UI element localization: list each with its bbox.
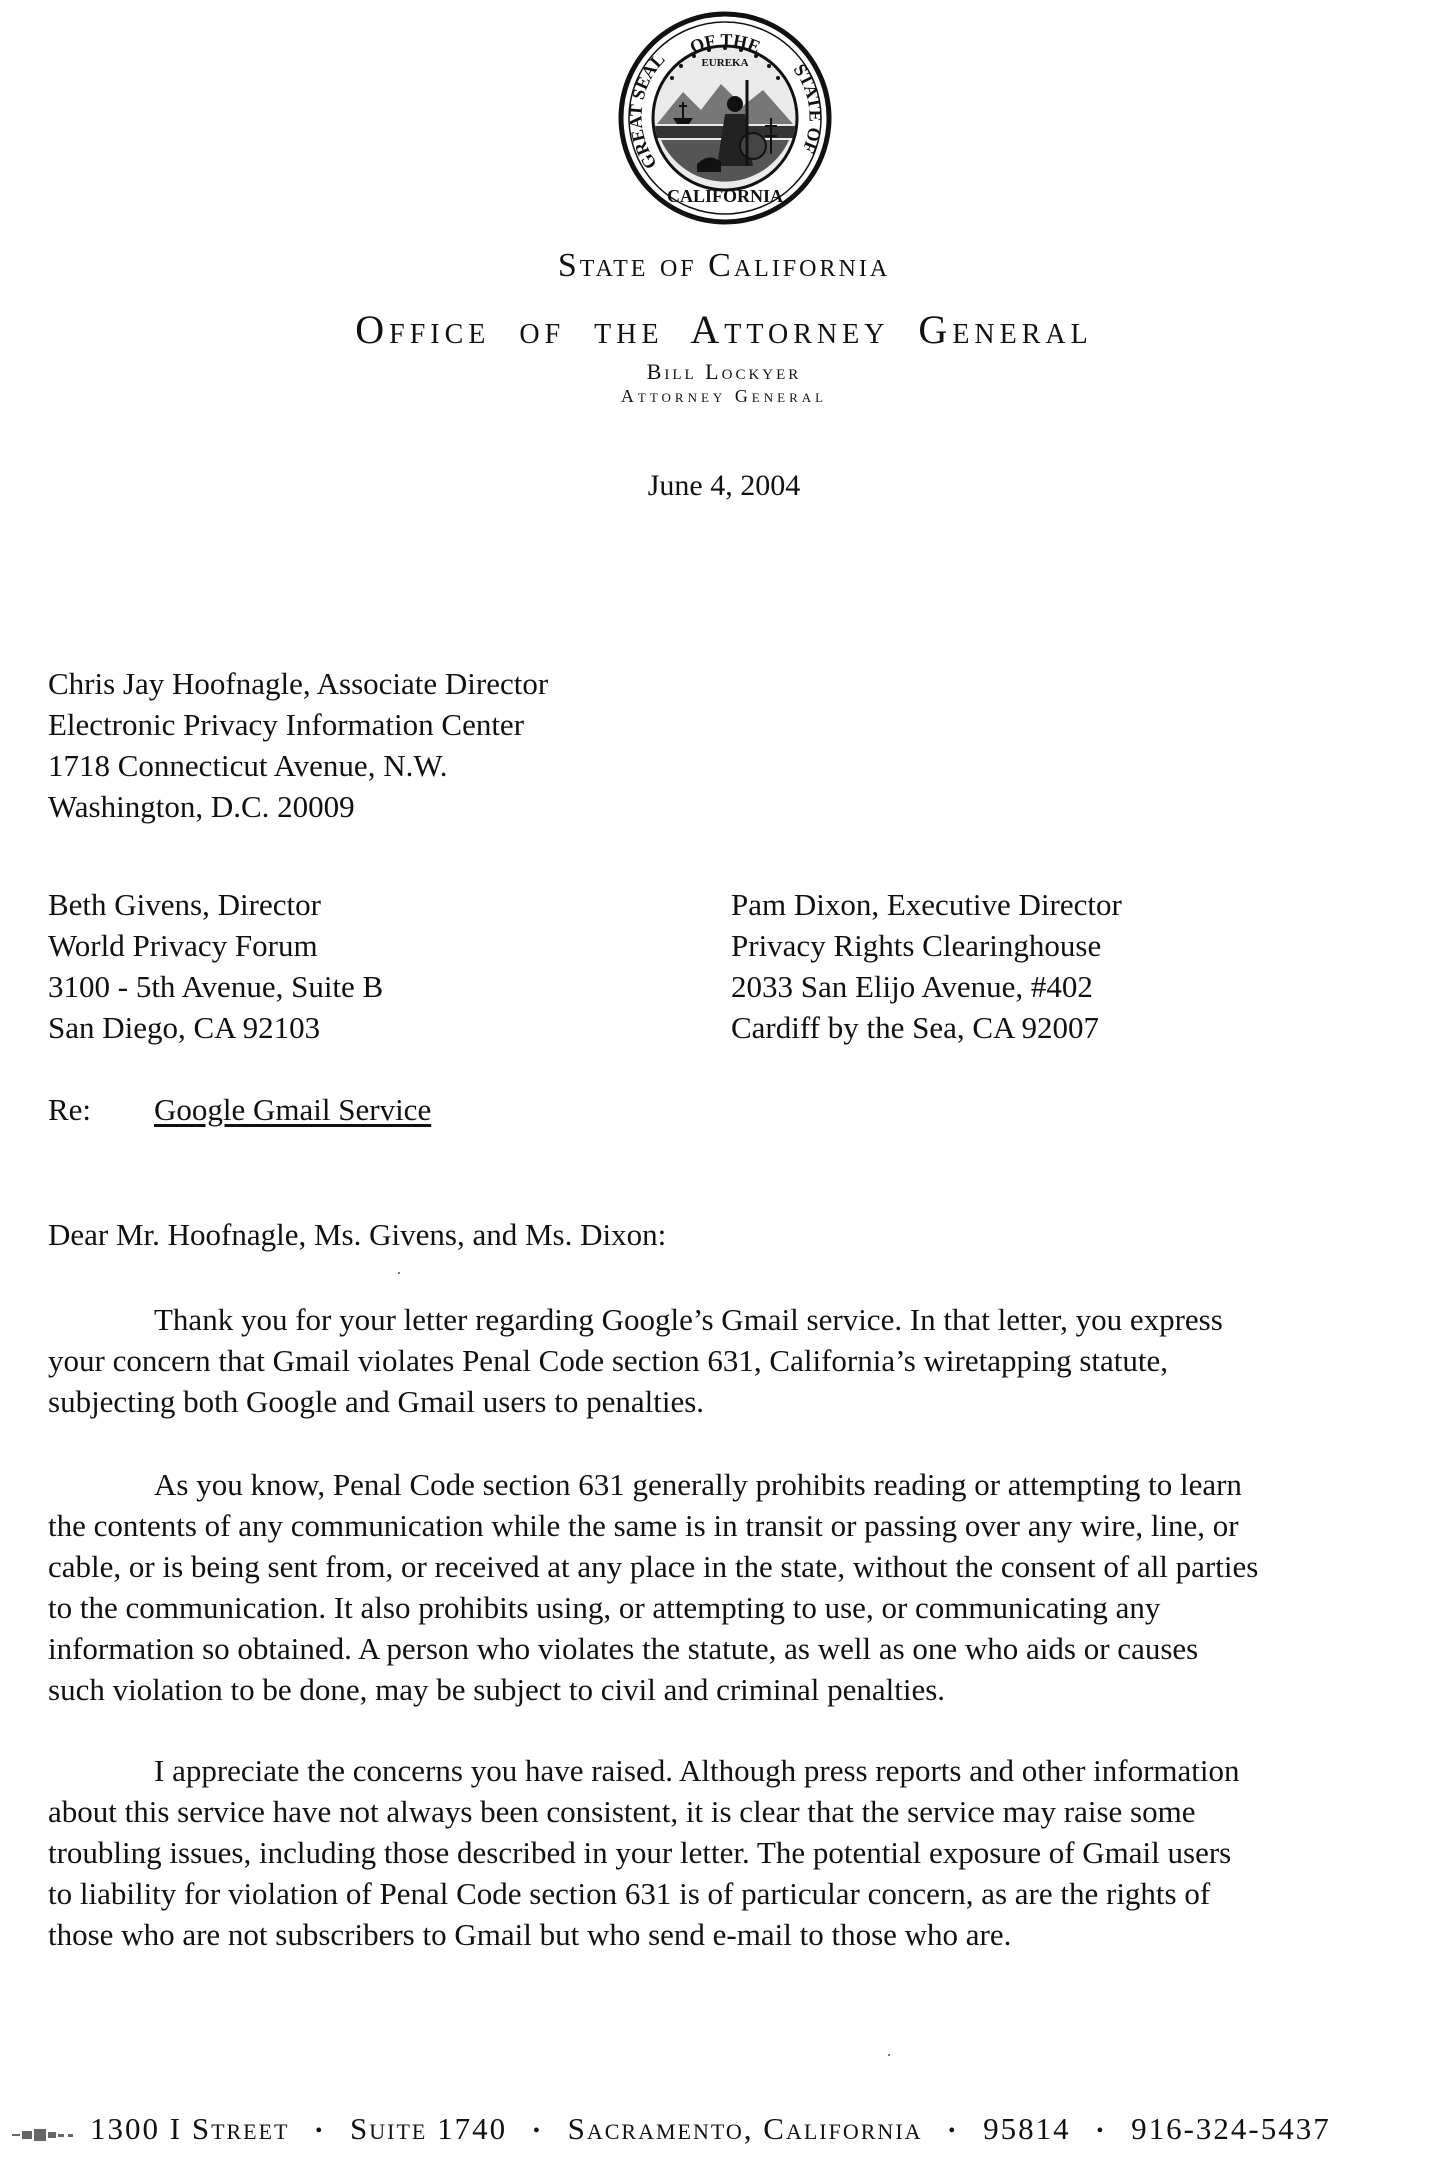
paragraph-line: troubling issues, including those described in your letter. The potential exposure of Gmail users	[48, 1835, 1232, 1870]
recycled-paper-mark-icon	[10, 2125, 82, 2147]
address-line: Privacy Rights Clearinghouse	[731, 928, 1102, 963]
paragraph-line: such violation to be done, may be subject to civil and criminal penalties.	[48, 1672, 946, 1707]
address-line: 1718 Connecticut Avenue, N.W.	[48, 748, 448, 783]
paragraph-line: to the communication. It also prohibits using, or attempting to use, or communicating any	[48, 1590, 1161, 1625]
address-line: San Diego, CA 92103	[48, 1010, 321, 1045]
paragraph-line: about this service have not always been consistent, it is clear that the service may raise some	[48, 1794, 1196, 1829]
salutation: Dear Mr. Hoofnagle, Ms. Givens, and Ms. Dixon:	[48, 1217, 667, 1252]
recipient-right-block	[731, 884, 1122, 1048]
recipient-primary-block	[48, 663, 548, 827]
scan-speck	[398, 1272, 400, 1274]
letterhead-state: State of California	[557, 247, 891, 284]
paragraph-line: information so obtained. A person who violates the statute, as well as one who aids or causes	[48, 1631, 1199, 1666]
address-line: 3100 - 5th Avenue, Suite B	[48, 969, 384, 1004]
body-paragraph-1	[48, 1299, 1418, 1422]
address-line: 2033 San Elijo Avenue, #402	[731, 969, 1093, 1004]
svg-text:CALIFORNIA: CALIFORNIA	[666, 186, 784, 206]
footer-separator: •	[315, 2120, 325, 2143]
address-line: Pam Dixon, Executive Director	[731, 887, 1122, 922]
letter-date: June 4, 2004	[647, 469, 801, 502]
paragraph-line: Thank you for your letter regarding Google’s Gmail service. In that letter, you express	[154, 1302, 1223, 1337]
letterhead-name: Bill Lockyer	[646, 359, 802, 384]
letterhead-title: Attorney General	[620, 386, 828, 406]
footer-separator: •	[532, 2120, 542, 2143]
paragraph-line: to liability for violation of Penal Code section 631 is of particular concern, as are the rights of	[48, 1876, 1211, 1911]
footer-address	[90, 2111, 1331, 2147]
footer-city: Sacramento, California	[567, 2111, 923, 2146]
re-label: Re:	[48, 1092, 92, 1127]
address-line: Cardiff by the Sea, CA 92007	[731, 1010, 1099, 1045]
svg-text:EUREKA: EUREKA	[701, 57, 749, 69]
state-seal-logo	[613, 6, 837, 230]
address-line: Beth Givens, Director	[48, 887, 321, 922]
paragraph-line: I appreciate the concerns you have raised. Although press reports and other information	[154, 1753, 1240, 1788]
paragraph-line: those who are not subscribers to Gmail but who send e-mail to those who are.	[48, 1917, 1012, 1952]
svg-text:OF THE: OF THE	[687, 29, 764, 58]
letterhead-office: Office of the Attorney General	[355, 307, 1093, 352]
paragraph-line: cable, or is being sent from, or received at any place in the state, without the consent of all parties	[48, 1549, 1259, 1584]
body-paragraph-3	[48, 1750, 1418, 1955]
footer-zip: 95814	[983, 2111, 1071, 2146]
paragraph-line: subjecting both Google and Gmail users to penalties.	[48, 1384, 705, 1419]
footer-separator: •	[1096, 2120, 1106, 2143]
svg-text:GREAT SEAL: GREAT SEAL	[625, 49, 669, 173]
scan-speck	[888, 2054, 890, 2056]
address-line: World Privacy Forum	[48, 928, 318, 963]
paragraph-line: As you know, Penal Code section 631 generally prohibits reading or attempting to learn	[154, 1467, 1242, 1502]
address-line: Washington, D.C. 20009	[48, 789, 355, 824]
paragraph-line: the contents of any communication while the same is in transit or passing over any wire, line, or	[48, 1508, 1239, 1543]
paragraph-line: your concern that Gmail violates Penal Code section 631, California’s wiretapping statute,	[48, 1343, 1169, 1378]
recipient-left-block	[48, 884, 383, 1048]
re-subject: Google Gmail Service	[154, 1092, 432, 1127]
footer-street: 1300 I Street	[90, 2111, 290, 2146]
footer-phone: 916-324-5437	[1131, 2111, 1331, 2146]
address-line: Chris Jay Hoofnagle, Associate Director	[48, 666, 549, 701]
address-line: Electronic Privacy Information Center	[48, 707, 525, 742]
svg-text:STATE OF: STATE OF	[789, 60, 826, 157]
body-paragraph-2	[48, 1464, 1418, 1710]
footer-suite: Suite 1740	[350, 2111, 508, 2146]
footer-separator: •	[948, 2120, 958, 2143]
